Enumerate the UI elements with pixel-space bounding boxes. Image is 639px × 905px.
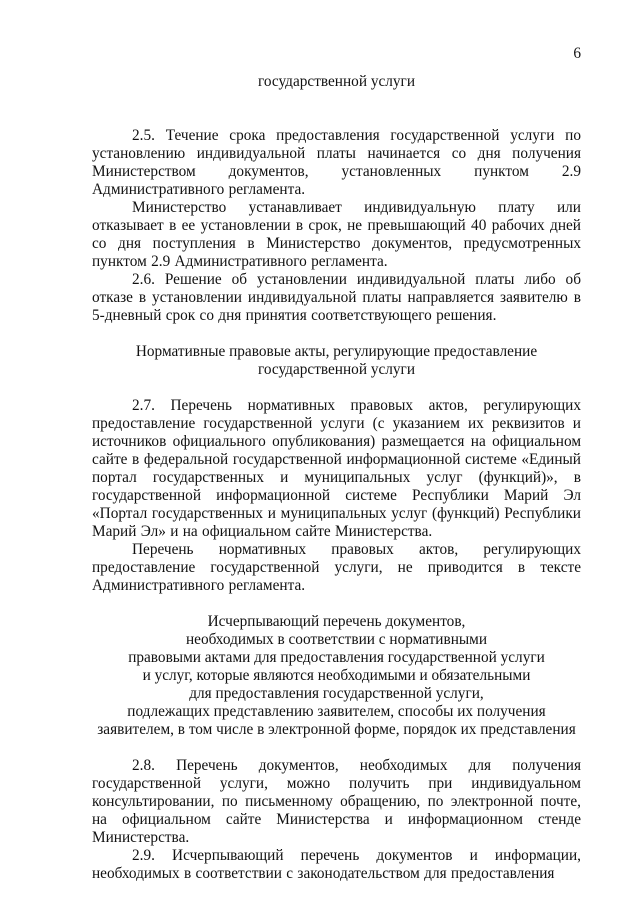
paragraph-acts-list: Перечень нормативных правовых актов, регулирующих предоставление государственной услуги, не приводится в тексте Административного регламента. — [92, 541, 581, 594]
paragraph-2-8: 2.8. Перечень документов, необходимых для получения государственной услуги, можно получить при индивидуальном консультировании, по письменному обращению, по электронной почте, на официальном сайте Министерства и информационном стенде Министерства. — [92, 757, 581, 846]
heading-line: правовыми актами для предоставления государственной услуги — [128, 649, 545, 666]
heading-line: для предоставления государственной услуги, — [189, 685, 484, 702]
heading-line: и услуг, которые являются необходимыми и обязательными — [142, 667, 531, 684]
heading-line: заявителем, в том числе в электронной форме, порядок их представления — [97, 721, 576, 738]
section-continuation: государственной услуги — [257, 73, 416, 90]
heading-line: государственной услуги — [257, 361, 416, 378]
heading-line: необходимых в соответствии с нормативными — [185, 631, 488, 648]
heading-line: подлежащих представлению заявителем, способы их получения — [127, 703, 546, 720]
paragraph-2-6: 2.6. Решение об установлении индивидуальной платы либо об отказе в установлении индивидуальной платы направляется заявителю в 5-дневный срок со дня принятия соответствующего решения. — [92, 271, 581, 324]
paragraph-2-5: 2.5. Течение срока предоставления государственной услуги по установлению индивидуальной платы начинается со дня получения Министерством документов, установленных пунктом 2.9 Административного регламента. — [92, 127, 581, 198]
page-number: 6 — [573, 45, 581, 62]
heading-line: Исчерпывающий перечень документов, — [207, 613, 466, 630]
paragraph-2-9: 2.9. Исчерпывающий перечень документов и информации, необходимых в соответствии с законодательством для предоставления — [92, 847, 581, 882]
heading-line: Нормативные правовые акты, регулирующие предоставление — [135, 343, 538, 360]
section-heading-documents-list — [92, 613, 581, 739]
section-heading-normative-acts — [92, 343, 581, 379]
paragraph-ministry-fee: Министерство устанавливает индивидуальную плату или отказывает в ее установлении в срок, не превышающий 40 рабочих дней со дня поступления в Министерство документов, предусмотренных пунктом 2.9 Административного регламента. — [92, 199, 581, 270]
paragraph-2-7: 2.7. Перечень нормативных правовых актов, регулирующих предоставление государственной услуги (с указанием их реквизитов и источников официального опубликования) размещается на официальном сайте в федеральной государственной информационной системе «Единый портал государственных и муниципальных услуг (функций)», в государственной информационной системе Республики Марий Эл «Портал государственных и муниципальных услуг (функций) Республики Марий Эл» и на официальном сайте Министерства. — [92, 397, 581, 540]
document-body — [92, 73, 581, 883]
